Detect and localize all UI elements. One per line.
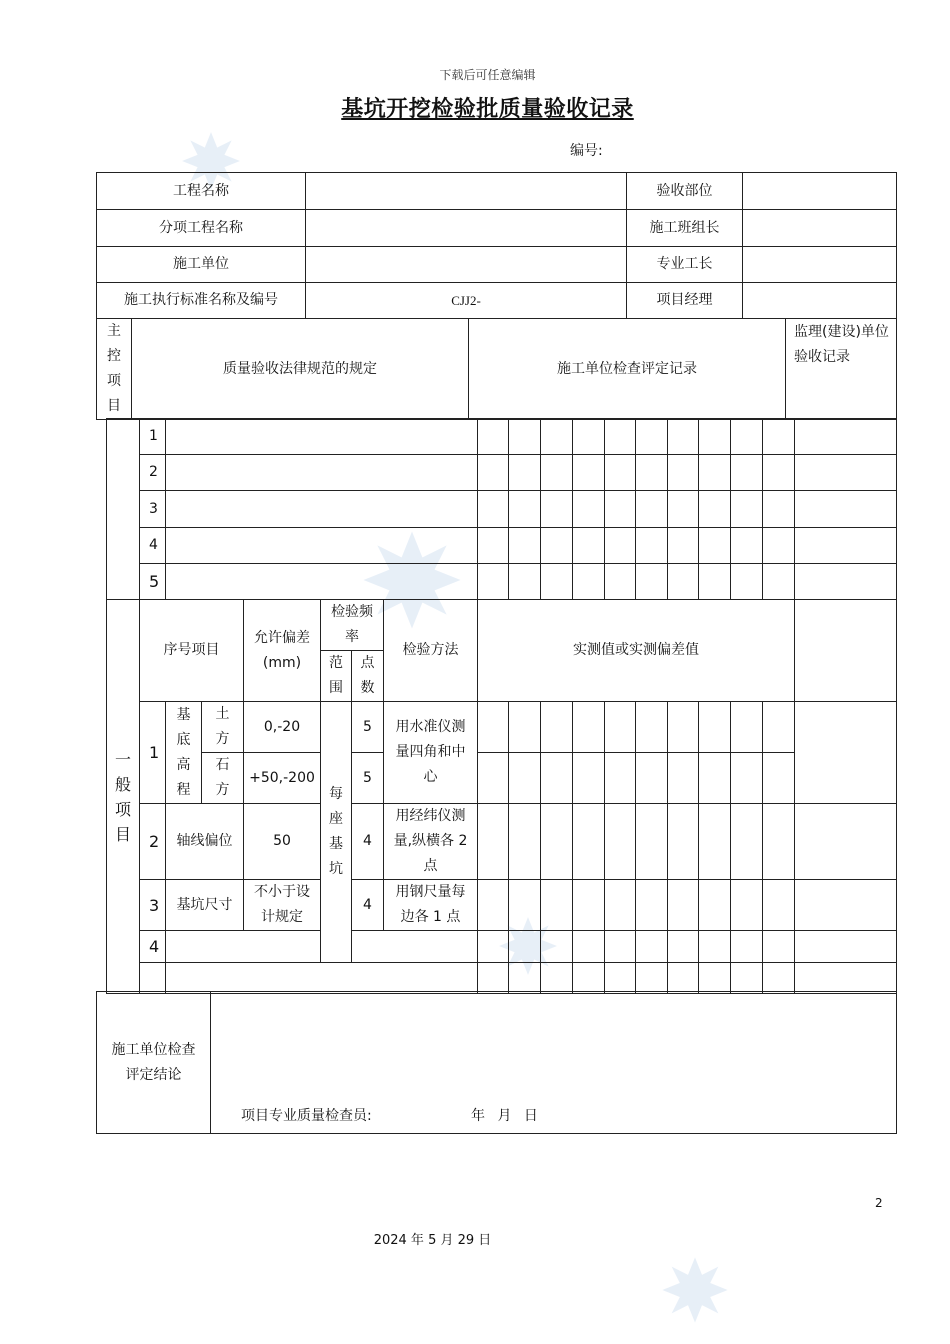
item1-method: 用水准仪测量四角和中心 — [384, 702, 478, 804]
date-label: 年 月 日 — [471, 1108, 538, 1124]
sub-project-label: 分项工程名称 — [97, 210, 306, 247]
accept-part-label: 验收部位 — [627, 173, 743, 210]
general-header-row — [107, 600, 897, 651]
main-control-label: 主 控 项 目 — [97, 319, 132, 420]
foreman-field[interactable] — [743, 247, 897, 283]
earth-label: 土方 — [202, 702, 244, 753]
frequency-label: 检验频率 — [321, 600, 384, 651]
earth-points: 5 — [352, 702, 384, 753]
items-table — [106, 418, 897, 994]
check-record-label: 施工单位检查评定记录 — [469, 319, 786, 420]
item-name: 基底高程 — [166, 702, 202, 804]
page-number: 2 — [875, 1196, 883, 1210]
method-label: 检验方法 — [384, 600, 478, 702]
spec-label: 质量验收法律规范的规定 — [132, 319, 469, 420]
table-row — [107, 753, 897, 804]
standard-value[interactable]: CJJ2- — [306, 283, 627, 319]
project-name-field[interactable] — [306, 173, 627, 210]
inspector-label: 项目专业质量检查员: — [241, 1108, 372, 1124]
rock-label: 石方 — [202, 753, 244, 804]
item-number: 4 — [140, 931, 166, 963]
project-name-label: 工程名称 — [97, 173, 306, 210]
item3-tolerance: 不小于设计规定 — [244, 880, 321, 931]
sub-project-field[interactable] — [306, 210, 627, 247]
spec-cell[interactable] — [166, 491, 478, 528]
item3-method: 用钢尺量每边各 1 点 — [384, 880, 478, 931]
row-number: 4 — [140, 528, 166, 564]
page-title: 基坑开挖检验批质量验收记录 — [341, 97, 634, 122]
item2-points: 4 — [352, 804, 384, 880]
item-number: 3 — [140, 880, 166, 931]
team-leader-label: 施工班组长 — [627, 210, 743, 247]
points-label: 点数 — [352, 651, 384, 702]
project-info-table — [96, 172, 897, 319]
item2-method: 用经纬仪测量,纵横各 2 点 — [384, 804, 478, 880]
table-row — [107, 491, 897, 528]
item-number: 2 — [140, 804, 166, 880]
team-leader-field[interactable] — [743, 210, 897, 247]
main-control-header — [96, 318, 897, 420]
item-number: 1 — [140, 702, 166, 804]
table-row — [107, 455, 897, 491]
table-row — [107, 963, 897, 994]
spec-cell[interactable] — [166, 528, 478, 564]
range-value: 每座基坑 — [321, 702, 352, 963]
table-row — [107, 804, 897, 880]
earth-tolerance: 0,-20 — [244, 702, 321, 753]
rock-points: 5 — [352, 753, 384, 804]
table-row — [107, 931, 897, 963]
measured-label: 实测值或实测偏差值 — [478, 600, 795, 702]
supervisor-label: 监理(建设)单位验收记录 — [786, 319, 897, 420]
table-row — [107, 880, 897, 931]
table-row — [107, 419, 897, 455]
rock-tolerance: +50,-200 — [244, 753, 321, 804]
table-row — [107, 564, 897, 600]
table-row — [107, 702, 897, 753]
project-manager-label: 项目经理 — [627, 283, 743, 319]
item2-tolerance: 50 — [244, 804, 321, 880]
main-control-spacer — [107, 419, 140, 600]
standard-label: 施工执行标准名称及编号 — [97, 283, 306, 319]
spec-cell[interactable] — [166, 419, 478, 455]
row-number: 1 — [140, 419, 166, 455]
seq-item-label: 序号项目 — [140, 600, 244, 702]
spec-cell[interactable] — [166, 564, 478, 600]
foreman-label: 专业工长 — [627, 247, 743, 283]
row-number: 5 — [140, 564, 166, 600]
header-note: 下载后可任意编辑 — [439, 68, 536, 82]
spec-cell[interactable] — [166, 455, 478, 491]
conclusion-label: 施工单位检查评定结论 — [97, 992, 211, 1134]
general-items-label: 一 般 项 目 — [107, 600, 140, 994]
range-label: 范围 — [321, 651, 352, 702]
project-manager-field[interactable] — [743, 283, 897, 319]
tolerance-label: 允许偏差(mm) — [244, 600, 321, 702]
construction-unit-field[interactable] — [306, 247, 627, 283]
snowflake-watermark-icon — [660, 1255, 730, 1325]
item3-points: 4 — [352, 880, 384, 931]
row-number: 3 — [140, 491, 166, 528]
conclusion-table — [96, 991, 897, 1134]
accept-part-field[interactable] — [743, 173, 897, 210]
conclusion-field[interactable] — [211, 992, 897, 1134]
row-number: 2 — [140, 455, 166, 491]
item-name: 轴线偏位 — [166, 804, 244, 880]
table-row — [107, 528, 897, 564]
item-name: 基坑尺寸 — [166, 880, 244, 931]
serial-number-label: 编号: — [570, 143, 603, 159]
construction-unit-label: 施工单位 — [97, 247, 306, 283]
footer-date: 2024 年 5 月 29 日 — [373, 1233, 492, 1248]
